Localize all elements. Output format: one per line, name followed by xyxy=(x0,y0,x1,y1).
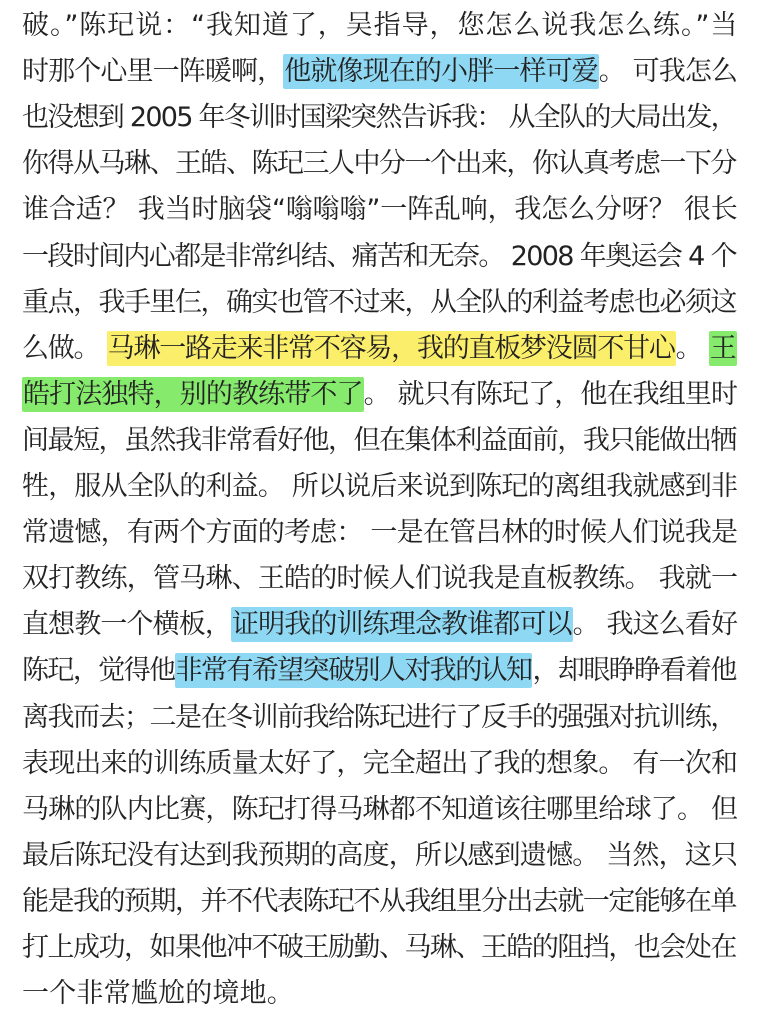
text-segment: 重点，我手里仨，确实也管不过来，从全队的利益考虑也必须这 xyxy=(22,286,736,318)
text-segment: 时那个心里一阵暖啊， xyxy=(22,56,284,88)
text-line xyxy=(22,928,736,968)
text-segment: 双打教练，管马琳、王皓的时候人们说我是直板教练。 我就一 xyxy=(22,563,738,595)
text-segment: 离我而去；二是在冬训前我给陈玘进行了反手的强强对抗训练， xyxy=(22,701,736,733)
highlighted-text: 马琳一路走来非常不容易，我的直板梦没圆不甘心 xyxy=(107,332,675,364)
text-segment: 谁合适？ 我当时脑袋“嗡嗡嗡”一阵乱响，我怎么分呀？ 很长 xyxy=(22,194,738,226)
text-line xyxy=(22,144,736,184)
text-segment: 。 就只有陈玘了，他在我组里时 xyxy=(363,378,738,410)
text-segment: 你得从马琳、王皓、陈玘三人中分一个出来，你认真考虑一下分 xyxy=(22,148,736,180)
text-segment: 。 我这么看好 xyxy=(572,609,738,641)
text-segment: 。 xyxy=(675,332,709,364)
highlighted-text: 王 xyxy=(709,332,736,364)
text-line xyxy=(22,790,737,830)
highlighted-text: 证明我的训练理念教谁都可以 xyxy=(232,609,572,641)
text-line xyxy=(22,467,737,507)
text-segment: 间最短，虽然我非常看好他，但在集体利益面前，我只能做出牺 xyxy=(22,424,736,456)
text-line xyxy=(22,421,736,461)
text-line xyxy=(22,651,736,691)
text-line xyxy=(22,513,737,553)
text-segment: 常遗憾，有两个方面的考虑： 一是在管吕林的时候人们说我是 xyxy=(22,517,738,549)
text-line xyxy=(22,605,737,645)
text-segment: 最后陈玘没有达到我预期的高度，所以感到遗憾。 当然，这只 xyxy=(22,839,738,871)
highlighted-text: 非常有希望突破别人对我的认知 xyxy=(175,655,532,687)
text-line xyxy=(22,559,737,599)
text-segment: 打上成功，如果他冲不破王励勤、马琳、王皓的阻挡，也会处在 xyxy=(22,932,736,963)
text-line xyxy=(22,52,737,92)
text-line xyxy=(22,974,294,1014)
text-line xyxy=(22,190,738,230)
text-line xyxy=(22,98,736,138)
text-segment: 。 可我怎么 xyxy=(598,56,738,88)
highlighted-text: 皓打法独特，别的教练带不了 xyxy=(23,378,363,410)
text-segment: 也没想到 2005 年冬训时国梁突然告诉我： 从全队的大局出发， xyxy=(22,102,736,134)
text-line xyxy=(22,283,736,323)
text-line xyxy=(22,698,736,738)
text-line xyxy=(22,375,737,415)
text-line xyxy=(22,6,738,46)
text-segment: 破。”陈玘说：“我知道了，吴指导，您怎么说我怎么练。”当 xyxy=(22,10,739,41)
text-line xyxy=(22,329,737,369)
text-segment: 直想教一个横板， xyxy=(22,609,232,641)
text-line xyxy=(22,237,736,277)
text-line xyxy=(22,836,737,876)
text-segment: 牲，服从全队的利益。 所以说后来说到陈玘的离组我就感到非 xyxy=(22,471,738,502)
text-segment: 一个非常尴尬的境地。 xyxy=(22,978,294,1010)
text-segment: 一段时间内心都是非常纠结、痛苦和无奈。 2008 年奥运会 4 个 xyxy=(22,240,736,272)
text-segment: ，却眼睁睁看着他 xyxy=(532,655,736,687)
text-segment: 陈玘，觉得他 xyxy=(22,655,175,687)
highlighted-text: 他就像现在的小胖一样可爱 xyxy=(284,56,598,88)
text-segment: 表现出来的训练质量太好了，完全超出了我的想象。 有一次和 xyxy=(22,747,738,779)
text-line xyxy=(22,882,736,922)
text-segment: 么做。 xyxy=(22,332,107,364)
text-segment: 马琳的队内比赛，陈玘打得马琳都不知道该往哪里给球了。 但 xyxy=(22,793,738,825)
text-line xyxy=(22,744,737,784)
text-segment: 能是我的预期，并不代表陈玘不从我组里分出去就一定能够在单 xyxy=(22,885,736,917)
